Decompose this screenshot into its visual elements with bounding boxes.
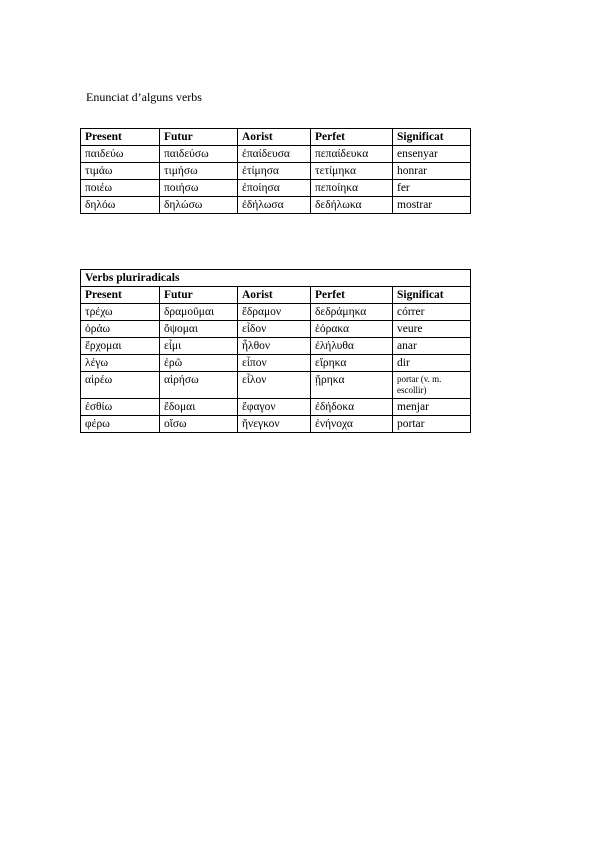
- table-row: [81, 163, 471, 180]
- header-futur: Futur: [160, 287, 238, 304]
- cell-aorist: ἤνεγκον: [238, 416, 311, 433]
- cell-futur: ἔδομαι: [160, 399, 238, 416]
- cell-present: ἐσθίω: [81, 399, 160, 416]
- cell-significat: veure: [393, 321, 471, 338]
- table-caption: Verbs pluriradicals: [81, 270, 471, 287]
- cell-significat: portar: [393, 416, 471, 433]
- cell-present: λέγω: [81, 355, 160, 372]
- header-significat: Significat: [393, 129, 471, 146]
- table-row: [81, 355, 471, 372]
- table-row: [81, 146, 471, 163]
- cell-present: φέρω: [81, 416, 160, 433]
- cell-futur: τιμήσω: [160, 163, 238, 180]
- cell-futur: εἶμι: [160, 338, 238, 355]
- cell-significat: dir: [393, 355, 471, 372]
- cell-perfet: ἐνήνοχα: [311, 416, 393, 433]
- cell-perfet: ἐλήλυθα: [311, 338, 393, 355]
- verbs-table: [80, 128, 471, 214]
- table-row: [81, 372, 471, 399]
- table-row: [81, 304, 471, 321]
- pluriradical-verbs-table: [80, 269, 471, 433]
- header-present: Present: [81, 287, 160, 304]
- cell-perfet: ἑόρακα: [311, 321, 393, 338]
- cell-significat: honrar: [393, 163, 471, 180]
- cell-significat: menjar: [393, 399, 471, 416]
- header-futur: Futur: [160, 129, 238, 146]
- header-significat: Significat: [393, 287, 471, 304]
- cell-aorist: ἐτίμησα: [238, 163, 311, 180]
- cell-significat: anar: [393, 338, 471, 355]
- cell-present: ποιέω: [81, 180, 160, 197]
- cell-perfet: ἐδήδοκα: [311, 399, 393, 416]
- table-row: [81, 197, 471, 214]
- table-row: [81, 338, 471, 355]
- cell-aorist: ἔδραμον: [238, 304, 311, 321]
- cell-futur: παιδεύσω: [160, 146, 238, 163]
- cell-aorist: ἦλθον: [238, 338, 311, 355]
- table-header-row: [81, 129, 471, 146]
- cell-significat: fer: [393, 180, 471, 197]
- cell-significat: córrer: [393, 304, 471, 321]
- cell-present: ἔρχομαι: [81, 338, 160, 355]
- cell-aorist: ἐπαίδευσα: [238, 146, 311, 163]
- cell-futur: οἴσω: [160, 416, 238, 433]
- cell-perfet: τετίμηκα: [311, 163, 393, 180]
- table-row: [81, 399, 471, 416]
- cell-significat: portar (v. m. escollir): [393, 372, 471, 399]
- table-header-row: [81, 287, 471, 304]
- cell-futur: δραμοῦμαι: [160, 304, 238, 321]
- cell-present: τρέχω: [81, 304, 160, 321]
- cell-aorist: εἶδον: [238, 321, 311, 338]
- cell-perfet: πεπαίδευκα: [311, 146, 393, 163]
- cell-futur: ἐρῶ: [160, 355, 238, 372]
- header-aorist: Aorist: [238, 129, 311, 146]
- header-perfet: Perfet: [311, 287, 393, 304]
- cell-significat: ensenyar: [393, 146, 471, 163]
- cell-significat: mostrar: [393, 197, 471, 214]
- cell-present: παιδεύω: [81, 146, 160, 163]
- cell-aorist: ἐδήλωσα: [238, 197, 311, 214]
- cell-aorist: εἷλον: [238, 372, 311, 399]
- header-aorist: Aorist: [238, 287, 311, 304]
- cell-perfet: εἴρηκα: [311, 355, 393, 372]
- cell-present: δηλόω: [81, 197, 160, 214]
- page-title: Enunciat d’alguns verbs: [86, 90, 202, 104]
- cell-aorist: ἔφαγον: [238, 399, 311, 416]
- cell-perfet: ᾕρηκα: [311, 372, 393, 399]
- table-row: [81, 321, 471, 338]
- table-caption-row: [81, 270, 471, 287]
- cell-futur: ὄψομαι: [160, 321, 238, 338]
- header-present: Present: [81, 129, 160, 146]
- cell-present: ὁράω: [81, 321, 160, 338]
- cell-perfet: δεδήλωκα: [311, 197, 393, 214]
- header-perfet: Perfet: [311, 129, 393, 146]
- cell-present: αἱρέω: [81, 372, 160, 399]
- cell-perfet: δεδράμηκα: [311, 304, 393, 321]
- cell-aorist: ἐποίησα: [238, 180, 311, 197]
- cell-futur: δηλώσω: [160, 197, 238, 214]
- cell-present: τιμάω: [81, 163, 160, 180]
- cell-perfet: πεποίηκα: [311, 180, 393, 197]
- table-row: [81, 180, 471, 197]
- cell-futur: ποιήσω: [160, 180, 238, 197]
- cell-aorist: εἶπον: [238, 355, 311, 372]
- table-row: [81, 416, 471, 433]
- cell-futur: αἱρήσω: [160, 372, 238, 399]
